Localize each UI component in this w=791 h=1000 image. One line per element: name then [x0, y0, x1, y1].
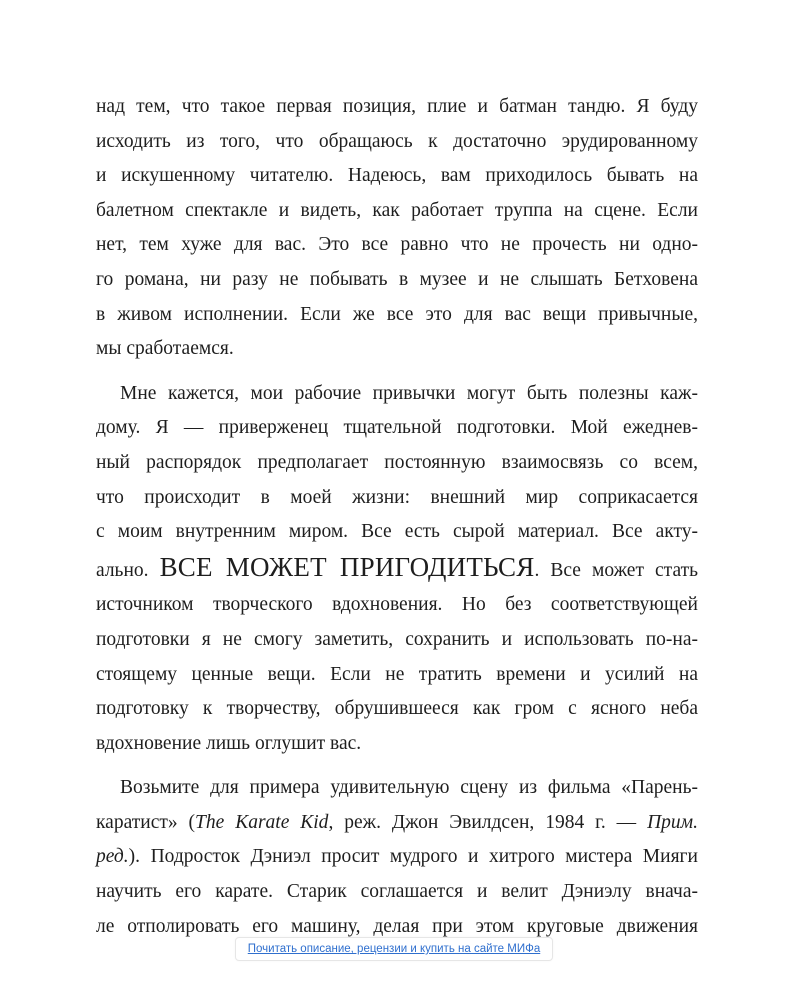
paragraph-3 — [96, 771, 698, 944]
text-line: исходить из того, что обращаюсь к достаточно эрудированному — [96, 130, 698, 152]
text-fragment: ). Подросток Дэниэл просит мудрого и хитрого мистера Мияги — [128, 846, 698, 868]
text-line: вдохновение лишь оглушит вас. — [96, 732, 362, 754]
text-line: мы сработаемся. — [96, 338, 234, 360]
text-line-with-note — [96, 840, 698, 875]
text-line: нет, тем хуже для вас. Это все равно что не прочесть ни одно- — [96, 234, 698, 256]
text-line: Мне кажется, мои рабочие привычки могут быть полезны каж- — [120, 382, 698, 404]
buy-on-mif-link[interactable]: Почитать описание, рецензии и купить на сайте МИФа — [235, 937, 553, 961]
emphasis-line — [96, 550, 698, 589]
emphasis-phrase: ВСЕ МОЖЕТ ПРИГОДИТЬСЯ — [159, 551, 535, 582]
text-fragment: каратист» ( — [96, 811, 196, 833]
text-line: ный распорядок предполагает постоянную взаимосвязь со всем, — [96, 451, 698, 473]
emphasis-line-after: . Все может стать — [534, 559, 699, 581]
text-line: в живом исполнении. Если же все это для вас вещи привычные, — [96, 303, 698, 325]
text-line: дому. Я — приверженец тщательной подготовки. Мой ежеднев- — [96, 417, 698, 439]
paragraph-1 — [96, 90, 698, 367]
text-line: подготовки я не смогу заметить, сохранить и использовать по-на- — [96, 628, 698, 650]
film-title: The Karate Kid — [195, 811, 329, 833]
text-line: источником творческого вдохновения. Но без соответствующей — [96, 594, 698, 616]
text-line: с моим внутренним миром. Все есть сырой материал. Все акту- — [96, 521, 698, 543]
text-line-with-title — [96, 806, 698, 841]
emphasis-line-before: ально. — [96, 559, 160, 581]
text-line: Возьмите для примера удивительную сцену из фильма «Парень- — [120, 777, 698, 799]
text-line: ле отполировать его машину, делая при этом круговые движения — [96, 915, 698, 937]
text-line: балетном спектакле и видеть, как работает труппа на сцене. Если — [96, 199, 698, 221]
text-fragment: , реж. Джон Эвилдсен, 1984 г. — — [328, 811, 648, 833]
text-line: над тем, что такое первая позиция, плие и батман тандю. Я буду — [96, 96, 698, 117]
text-line: го романа, ни разу не побывать в музее и не слышать Бетховена — [96, 268, 698, 290]
text-line: научить его карате. Старик соглашается и велит Дэниэлу внача- — [96, 881, 698, 903]
paragraph-2 — [96, 377, 698, 762]
text-line: что происходит в моей жизни: внешний мир соприкасается — [96, 486, 698, 508]
book-page — [96, 90, 698, 944]
text-line: стоящему ценные вещи. Если не тратить времени и усилий на — [96, 663, 698, 685]
editor-note: Прим. — [647, 811, 698, 833]
text-line: и искушенному читателю. Надеюсь, вам приходилось бывать на — [96, 165, 698, 187]
text-line: подготовку к творчеству, обрушившееся как гром с ясного неба — [96, 698, 698, 720]
editor-note: ред. — [96, 846, 129, 868]
